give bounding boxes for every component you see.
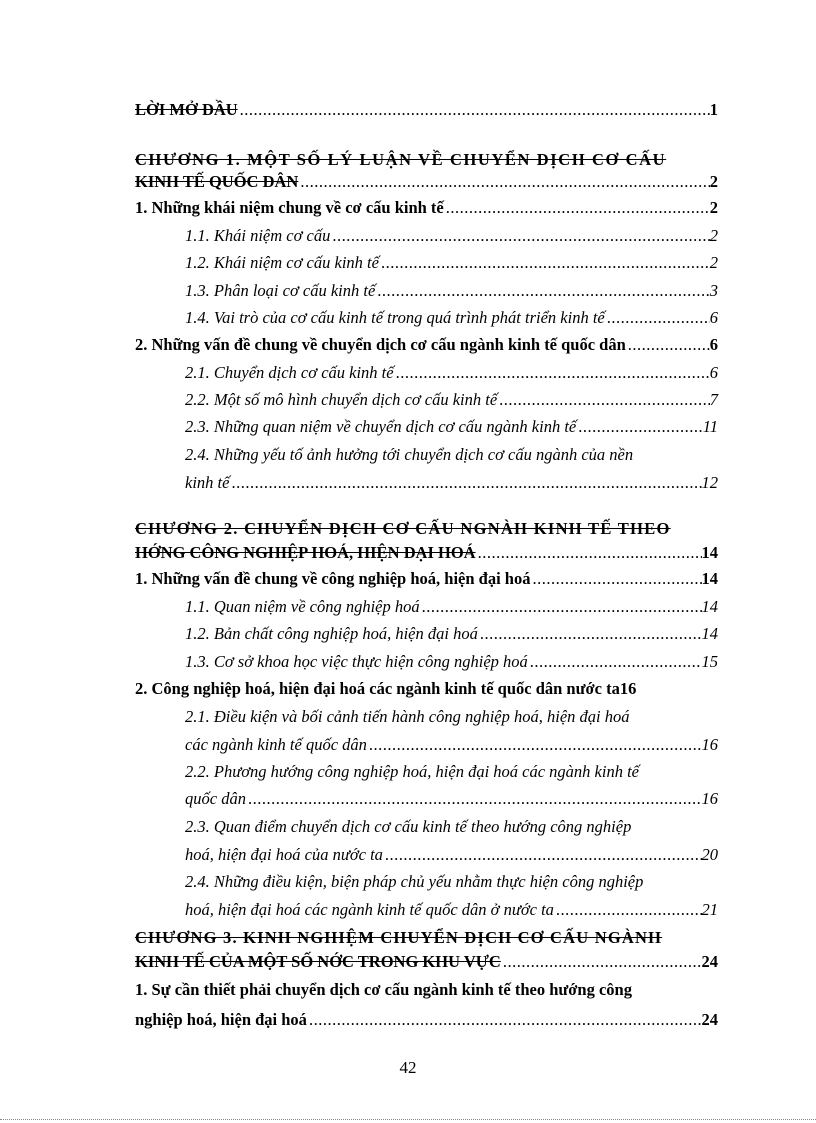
toc-page: 6: [709, 308, 718, 327]
toc-chapter-3-line1[interactable]: CHƯƠNG 3. KINH NGHIỆM CHUYỂN DỊCH CƠ CẤU NGÀNH: [135, 928, 663, 947]
toc-page: 2: [709, 226, 718, 245]
toc-ch3-section-1-line1[interactable]: 1. Sự cần thiết phải chuyển dịch cơ cấu ngành kinh tế theo hướng công: [135, 980, 632, 999]
dot-leader: [420, 597, 702, 617]
toc-page: 7: [709, 390, 718, 409]
toc-subsection-2-3[interactable]: [185, 417, 718, 437]
toc-ch2-subsection-2-1[interactable]: [185, 735, 718, 755]
toc-ch2-subsection-2-4[interactable]: [185, 900, 718, 920]
toc-chapter-2-line1[interactable]: CHƯƠNG 2. CHUYỂN DỊCH CƠ CẤU NGNÀH KINH TẾ THEO: [135, 519, 671, 538]
toc-page: 14: [701, 569, 718, 588]
toc-title: kinh tế: [185, 473, 230, 492]
toc-entry-intro[interactable]: [135, 100, 718, 120]
toc-title: quốc dân: [185, 789, 246, 808]
toc-ch2-section-2[interactable]: [135, 679, 718, 699]
toc-title: 1.2. Bản chất công nghiệp hoá, hiện đại hoá: [185, 624, 478, 643]
toc-title: HỚNG CÔNG NGHIỆP HOÁ, HIỆN ĐẠI HOÁ: [135, 543, 476, 562]
toc-chapter-1[interactable]: [135, 172, 718, 192]
dot-leader: [497, 390, 710, 410]
page-number: 42: [399, 1058, 417, 1077]
dot-leader: [530, 569, 701, 589]
toc-title: nghiệp hoá, hiện đại hoá: [135, 1010, 307, 1029]
dot-leader: [576, 417, 702, 437]
toc-ch2-section-1[interactable]: [135, 569, 718, 589]
dot-leader: [605, 308, 710, 328]
toc-page: 20: [701, 845, 718, 864]
toc-subsection-2-2[interactable]: [185, 390, 718, 410]
toc-ch2-subsection-2-2-line1[interactable]: 2.2. Phương hướng công nghiệp hoá, hiện đại hoá các ngành kinh tế: [185, 762, 639, 781]
toc-title: 2. Công nghiệp hoá, hiện đại hoá các ngành kinh tế quốc dân nước ta: [135, 679, 620, 698]
dot-leader: [554, 900, 702, 920]
toc-ch2-subsection-2-1-line1[interactable]: 2.1. Điều kiện và bối cảnh tiến hành công nghiệp hoá, hiện đại hoá: [185, 707, 630, 726]
page-bottom-border: [0, 1119, 816, 1120]
toc-title: 1. Những khái niệm chung về cơ cấu kinh tế: [135, 198, 444, 217]
toc-page: 12: [701, 473, 718, 492]
dot-leader: [383, 845, 702, 865]
toc-page: 24: [701, 1010, 718, 1029]
toc-title: 2. Những vấn đề chung về chuyển dịch cơ cấu ngành kinh tế quốc dân: [135, 335, 626, 354]
toc-subsection-1-3[interactable]: [185, 281, 718, 301]
toc-title: KINH TẾ CỦA MỘT SỐ NỚC TRONG KHU VỰC: [135, 952, 501, 971]
dot-leader: [298, 172, 709, 192]
toc-title: KINH TẾ QUỐC DÂN: [135, 172, 299, 191]
toc-page: 2: [709, 253, 718, 272]
toc-ch2-subsection-2-3-line1[interactable]: 2.3. Quan điểm chuyển dịch cơ cấu kinh tế theo hướng công nghiệp: [185, 817, 632, 836]
dot-leader: [478, 624, 702, 644]
dot-leader: [528, 652, 702, 672]
toc-page: 2: [709, 172, 718, 191]
toc-page: 6: [709, 335, 718, 354]
toc-subsection-1-4[interactable]: [185, 308, 718, 328]
dot-leader: [367, 735, 702, 755]
toc-title: hoá, hiện đại hoá của nước ta: [185, 845, 383, 864]
toc-page: 16: [701, 789, 718, 808]
toc-page: 14: [701, 624, 718, 643]
toc-page: 16: [701, 735, 718, 754]
toc-page: 1: [709, 100, 718, 119]
toc-subsection-2-4-line1[interactable]: 2.4. Những yếu tố ảnh hưởng tới chuyển dịch cơ cấu ngành của nền: [185, 445, 634, 464]
toc-page: 24: [701, 952, 718, 971]
toc-page: 16: [619, 679, 637, 698]
toc-subsection-1-1[interactable]: [185, 226, 718, 246]
dot-leader: [444, 198, 710, 218]
toc-title: các ngành kinh tế quốc dân: [185, 735, 367, 754]
toc-title: 1.2. Khái niệm cơ cấu kinh tế: [185, 253, 379, 272]
toc-page: 3: [709, 281, 718, 300]
toc-ch3-section-1[interactable]: [135, 1010, 718, 1030]
toc-title: 1.1. Khái niệm cơ cấu: [185, 226, 331, 245]
toc-page: 2: [709, 198, 718, 217]
toc-chapter-2[interactable]: [135, 543, 718, 563]
toc-ch2-subsection-2-4-line1[interactable]: 2.4. Những điều kiện, biện pháp chủ yếu nhằm thực hiện công nghiệp: [185, 872, 644, 891]
toc-ch2-subsection-1-3[interactable]: [185, 652, 718, 672]
dot-leader: [229, 473, 701, 493]
toc-chapter-3[interactable]: [135, 952, 718, 972]
toc-page: 14: [701, 543, 718, 562]
toc-subsection-1-2[interactable]: [185, 253, 718, 273]
toc-title: 1.4. Vai trò của cơ cấu kinh tế trong quá trình phát triển kinh tế: [185, 308, 605, 327]
toc-title: LỜI MỞ ĐẦU: [135, 100, 238, 119]
dot-leader: [330, 226, 709, 246]
toc-page: 6: [709, 363, 718, 382]
toc-subsection-2-1[interactable]: [185, 363, 718, 383]
toc-ch2-subsection-2-2[interactable]: [185, 789, 718, 809]
dot-leader: [626, 335, 710, 355]
toc-title: 1.3. Cơ sở khoa học việc thực hiện công nghiệp hoá: [185, 652, 528, 671]
dot-leader: [379, 253, 710, 273]
toc-ch2-subsection-1-1[interactable]: [185, 597, 718, 617]
toc-ch2-subsection-2-3[interactable]: [185, 845, 718, 865]
toc-page: 11: [702, 417, 718, 436]
dot-leader: [246, 789, 702, 809]
toc-page: 15: [701, 652, 718, 671]
toc-title: 1. Những vấn đề chung về công nghiệp hoá, hiện đại hoá: [135, 569, 531, 588]
toc-title: 1.3. Phân loại cơ cấu kinh tế: [185, 281, 376, 300]
dot-leader: [501, 952, 702, 972]
dot-leader: [375, 281, 709, 301]
toc-title: 2.2. Một số mô hình chuyển dịch cơ cấu kinh tế: [185, 390, 498, 409]
toc-title: 1.1. Quan niệm về công nghiệp hoá: [185, 597, 420, 616]
toc-title: hoá, hiện đại hoá các ngành kinh tế quốc dân ở nước ta: [185, 900, 554, 919]
toc-ch2-subsection-1-2[interactable]: [185, 624, 718, 644]
toc-section-2[interactable]: [135, 335, 718, 355]
toc-page: 14: [701, 597, 718, 616]
toc-subsection-2-4[interactable]: [185, 473, 718, 493]
dot-leader: [476, 543, 702, 563]
dot-leader: [238, 100, 710, 120]
dot-leader: [307, 1010, 702, 1030]
toc-title: 2.3. Những quan niệm về chuyển dịch cơ cấu ngành kinh tế: [185, 417, 577, 436]
toc-page: 21: [701, 900, 718, 919]
toc-title: 2.1. Chuyển dịch cơ cấu kinh tế: [185, 363, 394, 382]
toc-section-1[interactable]: [135, 198, 718, 218]
toc-chapter-1-line1[interactable]: CHƯƠNG 1. MỘT SỐ LÝ LUẬN VỀ CHUYỂN DỊCH CƠ CẤU: [135, 150, 667, 169]
dot-leader: [394, 363, 710, 383]
